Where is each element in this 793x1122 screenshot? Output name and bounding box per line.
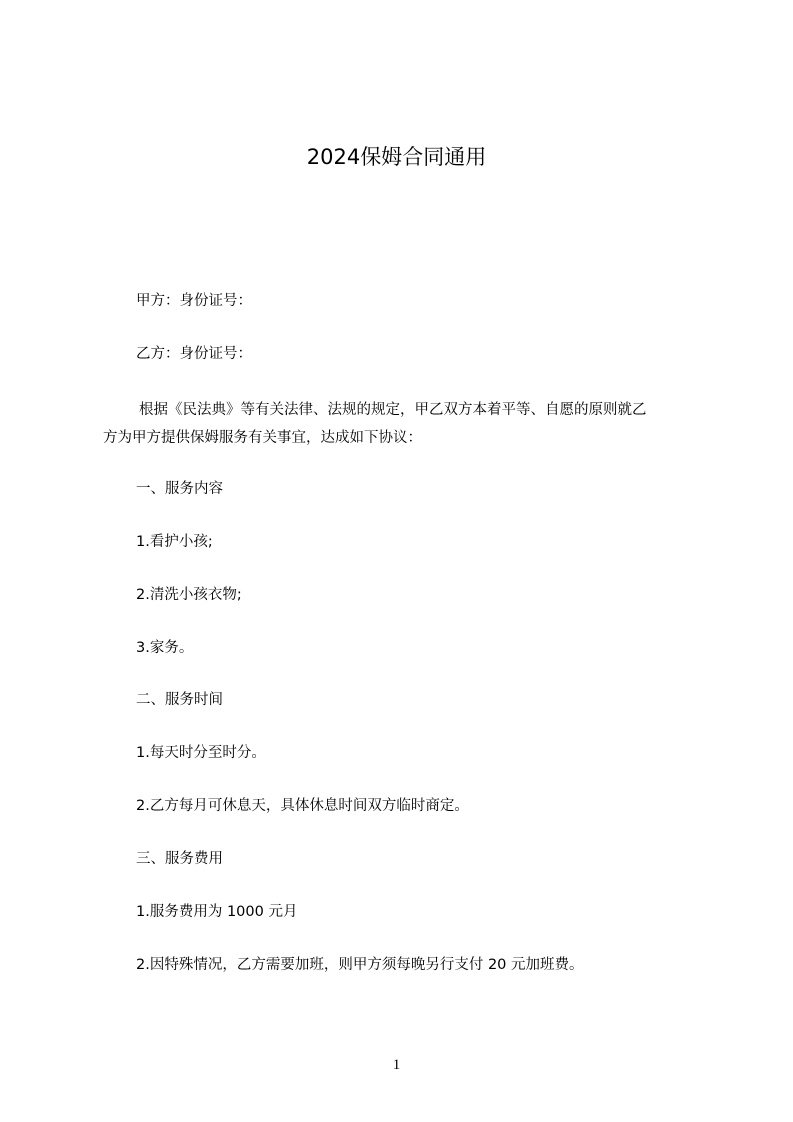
- party-a-line: 甲方：身份证号：: [136, 293, 252, 309]
- party-b-line: 乙方：身份证号：: [136, 346, 252, 362]
- preamble-line-1: 根据《民法典》等有关法律、法规的规定，甲乙双方本着平等、自愿的原则就乙: [139, 402, 647, 418]
- list-item: 2.因特殊情况，乙方需要加班，则甲方须每晚另行支付 20 元加班费。: [136, 957, 584, 973]
- page-number: 1: [392, 1057, 401, 1073]
- list-item: 2.乙方每月可休息天，具体休息时间双方临时商定。: [136, 798, 469, 814]
- list-item: 3.家务。: [136, 640, 194, 656]
- document-title: 2024保姆合同通用: [306, 145, 487, 169]
- section-heading-service-time: 二、服务时间: [136, 692, 223, 708]
- list-item: 1.每天时分至时分。: [136, 745, 266, 761]
- list-item: 1.服务费用为 1000 元月: [136, 904, 298, 920]
- list-item: 2.清洗小孩衣物;: [136, 587, 242, 603]
- preamble-line-2: 方为甲方提供保姆服务有关事宜，达成如下协议：: [103, 430, 422, 446]
- section-heading-service-content: 一、服务内容: [136, 481, 223, 497]
- preamble-paragraph: [103, 396, 693, 452]
- section-heading-service-fee: 三、服务费用: [136, 851, 223, 867]
- list-item: 1.看护小孩;: [136, 534, 213, 550]
